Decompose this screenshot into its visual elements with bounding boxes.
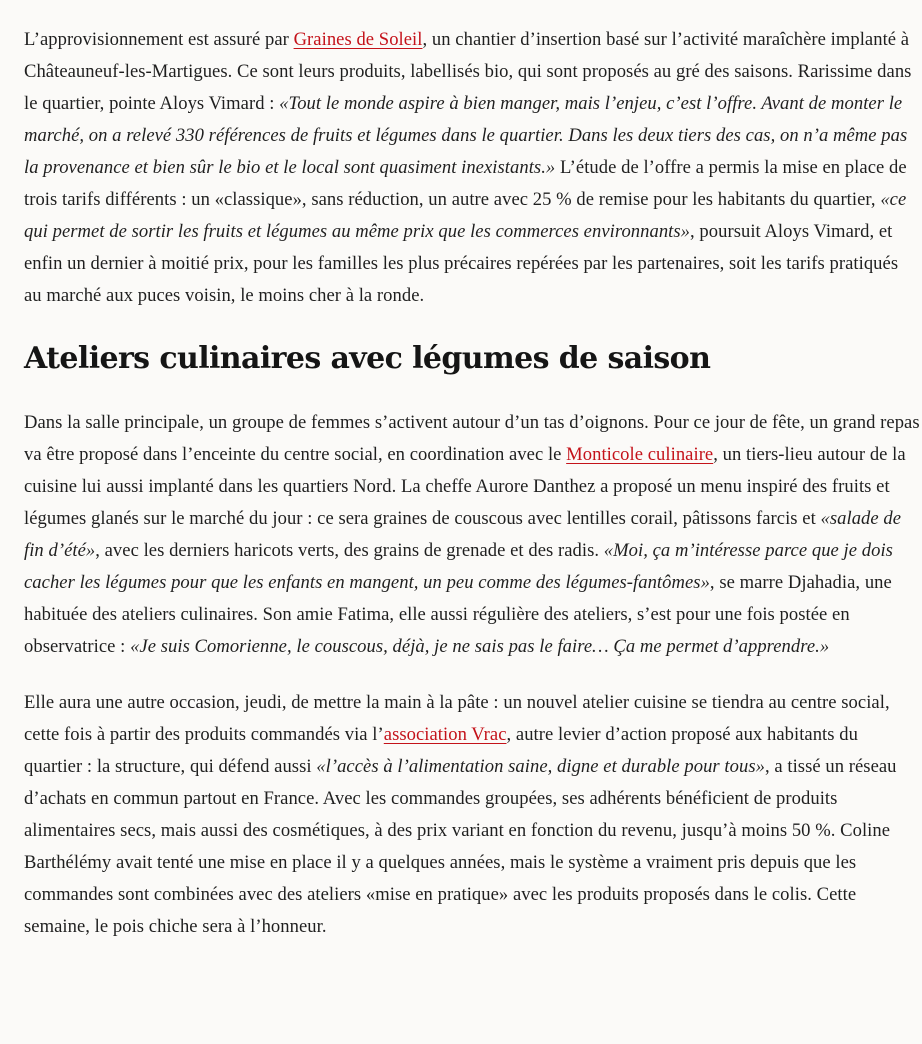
paragraph-text: , se marre Djahadia, une habituée des ateliers culinaires. Son amie Fatima, elle aussi régulière des ateliers, s’est pour une fois postée en observatrice :	[24, 572, 892, 657]
quote-djahadia: «Moi, ça m’intéresse parce que je dois cacher les légumes pour que les enfants en mangent, un peu comme des légumes-fantômes»	[24, 540, 893, 593]
paragraph-text: L’approvisionnement est assuré par	[24, 29, 294, 50]
paragraph-approvisionnement	[24, 24, 920, 312]
paragraph-text: , a tissé un réseau d’achats en commun partout en France. Avec les commandes groupées, ses adhérents bénéficient de produits alimentaires secs, mais aussi des cosmétiques, à des prix variant en fonction du revenu, jusqu’à moins 50 %. Coline Barthélémy avait tenté une mise en place il y a quelques années, mais le système a vraiment pris depuis que les commandes sont combinées avec des ateliers «mise en pratique» avec les produits proposés dans le colis. Cette semaine, le pois chiche sera à l’honneur.	[24, 756, 897, 937]
quote-vrac: «l’accès à l’alimentation saine, digne et durable pour tous»	[316, 756, 765, 777]
link-graines-de-soleil[interactable]: Graines de Soleil	[293, 29, 423, 50]
link-association-vrac[interactable]: association Vrac	[383, 724, 507, 745]
paragraph-text: , autre levier d’action proposé aux habitants du quartier : la structure, qui défend aussi	[24, 724, 858, 777]
quote-salade-fin-ete: «salade de fin d’été»	[24, 508, 902, 561]
quote-prix-commerces: «ce qui permet de sortir les fruits et légumes au même prix que les commerces environnants»	[24, 189, 907, 242]
quote-fatima: «Je suis Comorienne, le couscous, déjà, je ne sais pas le faire… Ça me permet d’apprendre.»	[130, 636, 830, 657]
paragraph-association-vrac	[24, 687, 920, 943]
paragraph-text: Elle aura une autre occasion, jeudi, de mettre la main à la pâte : un nouvel atelier cuisine se tiendra au centre social, cette fois à partir des produits commandés via l’	[24, 692, 890, 745]
paragraph-text: , poursuit Aloys Vimard, et enfin un dernier à moitié prix, pour les familles les plus précaires repérées par les partenaires, soit les tarifs pratiqués au marché aux puces voisin, le moins cher à la ronde.	[24, 221, 899, 306]
paragraph-text: , un tiers-lieu autour de la cuisine lui aussi implanté dans les quartiers Nord. La cheffe Aurore Danthez a proposé un menu inspiré des fruits et légumes glanés sur le marché du jour : ce sera graines de couscous avec lentilles corail, pâtissons farcis et	[24, 444, 906, 529]
paragraph-text: , un chantier d’insertion basé sur l’activité maraîchère implanté à Châteauneuf-les-Martigues. Ce sont leurs produits, labellisés bio, qui sont proposés au gré des saisons. Rarissime dans le quartier, pointe Aloys Vimard :	[24, 29, 912, 114]
paragraph-text: , avec les derniers haricots verts, des grains de grenade et des radis.	[95, 540, 604, 561]
article-body	[24, 24, 920, 943]
link-monticole-culinaire[interactable]: Monticole culinaire	[566, 444, 714, 465]
section-heading: Ateliers culinaires avec légumes de saison	[24, 341, 711, 376]
paragraph-text: Dans la salle principale, un groupe de femmes s’activent autour d’un tas d’oignons. Pour ce jour de fête, un grand repas va être proposé dans l’enceinte du centre social, en coordination avec le	[24, 412, 920, 465]
paragraph-text: L’étude de l’offre a permis la mise en place de trois tarifs différents : un «classique», sans réduction, un autre avec 25 % de remise pour les habitants du quartier,	[24, 157, 907, 210]
paragraph-ateliers	[24, 407, 920, 663]
quote-aloys-vimard: «Tout le monde aspire à bien manger, mais l’enjeu, c’est l’offre. Avant de monter le marché, on a relevé 330 références de fruits et légumes dans le quartier. Dans les deux tiers des cas, on n’a même pas la provenance et bien sûr le bio et le local sont quasiment inexistants.»	[24, 93, 908, 178]
